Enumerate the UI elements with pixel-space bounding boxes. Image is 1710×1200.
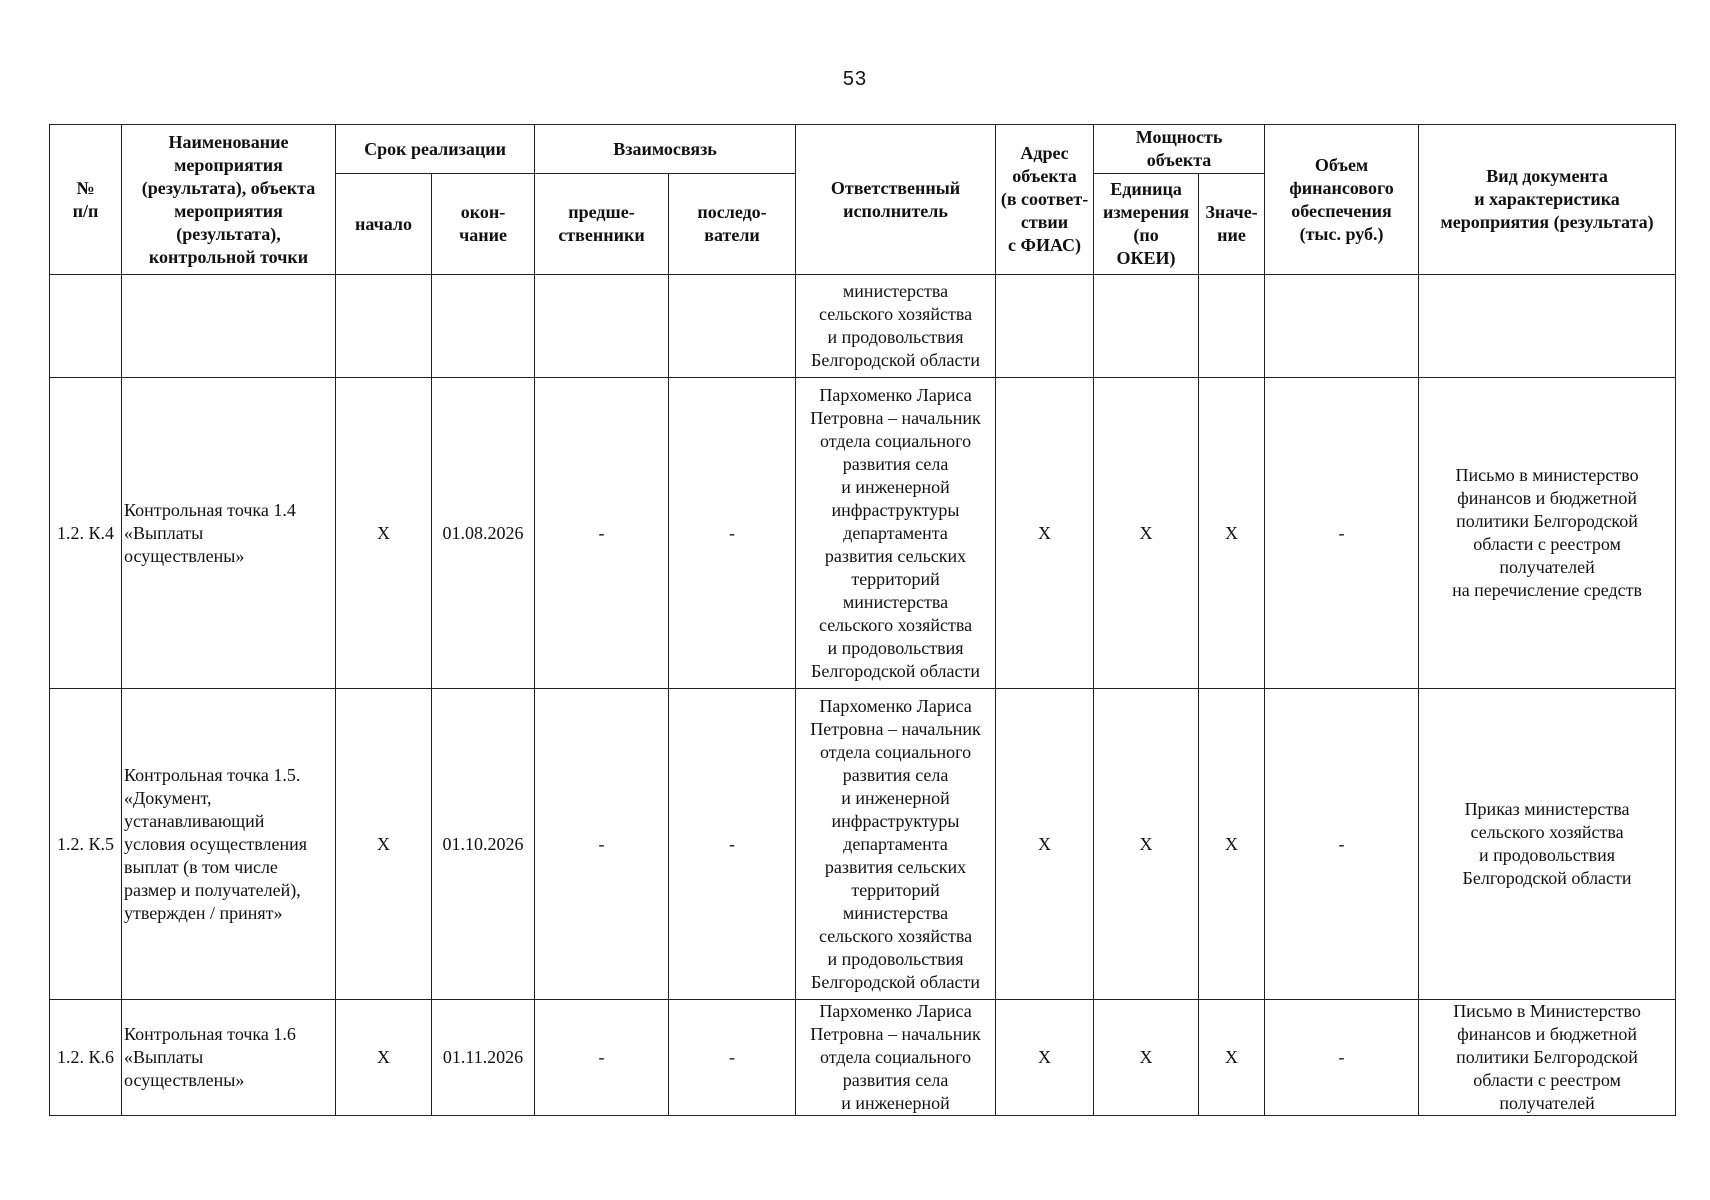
cell-finance bbox=[1265, 275, 1419, 378]
cell-num: 1.2. К.6 bbox=[50, 1000, 122, 1116]
table-body bbox=[50, 275, 1676, 1116]
cell-name: Контрольная точка 1.5. «Документ, устанавливающий условия осуществления выплат (в том числе размер и получателей), утвержден / принят» bbox=[122, 689, 336, 1000]
page-number: 53 bbox=[842, 68, 868, 90]
cell-next bbox=[669, 275, 796, 378]
cell-next: - bbox=[669, 378, 796, 689]
cell-address: X bbox=[996, 689, 1094, 1000]
cell-pred: - bbox=[535, 378, 669, 689]
cell-start: X bbox=[336, 378, 432, 689]
cell-pred bbox=[535, 275, 669, 378]
cell-finance: - bbox=[1265, 689, 1419, 1000]
cell-doc: Письмо в министерство финансов и бюджетной политики Белгородской области с реестром получателей на перечисление средств bbox=[1419, 378, 1676, 689]
header-relation-pred: предше- ственники bbox=[535, 174, 669, 275]
cell-unit: X bbox=[1094, 378, 1199, 689]
cell-address: X bbox=[996, 378, 1094, 689]
cell-responsible: Пархоменко Лариса Петровна – начальник отдела социального развития села и инженерной инфраструктуры департамента развития сельских территорий министерства сельского хозяйства и продовольствия Белгородской области bbox=[796, 378, 996, 689]
header-term-start: начало bbox=[336, 174, 432, 275]
header-address: Адрес объекта (в соответ- ствии с ФИАС) bbox=[996, 125, 1094, 275]
table-row bbox=[50, 378, 1676, 689]
header-term: Срок реализации bbox=[336, 125, 535, 174]
header-relation: Взаимосвязь bbox=[535, 125, 796, 174]
header-capacity-value: Значе- ние bbox=[1199, 174, 1265, 275]
cell-value: X bbox=[1199, 689, 1265, 1000]
table-row bbox=[50, 1000, 1676, 1116]
table-header bbox=[50, 125, 1676, 275]
cell-responsible: министерства сельского хозяйства и продовольствия Белгородской области bbox=[796, 275, 996, 378]
header-term-end: окон- чание bbox=[432, 174, 535, 275]
cell-doc: Письмо в Министерство финансов и бюджетной политики Белгородской области с реестром получателей bbox=[1419, 1000, 1676, 1116]
cell-next: - bbox=[669, 1000, 796, 1116]
header-doc-type: Вид документа и характеристика мероприятия (результата) bbox=[1419, 125, 1676, 275]
cell-address: X bbox=[996, 1000, 1094, 1116]
cell-unit: X bbox=[1094, 1000, 1199, 1116]
cell-num bbox=[50, 275, 122, 378]
cell-responsible: Пархоменко Лариса Петровна – начальник отдела социального развития села и инженерной инфраструктуры департамента развития сельских территорий министерства сельского хозяйства и продовольствия Белгородской области bbox=[796, 689, 996, 1000]
cell-pred: - bbox=[535, 689, 669, 1000]
cell-start bbox=[336, 275, 432, 378]
cell-num: 1.2. К.5 bbox=[50, 689, 122, 1000]
cell-start: X bbox=[336, 689, 432, 1000]
cell-next: - bbox=[669, 689, 796, 1000]
cell-value bbox=[1199, 275, 1265, 378]
cell-doc: Приказ министерства сельского хозяйства и продовольствия Белгородской области bbox=[1419, 689, 1676, 1000]
cell-finance: - bbox=[1265, 1000, 1419, 1116]
cell-address bbox=[996, 275, 1094, 378]
cell-value: X bbox=[1199, 1000, 1265, 1116]
cell-end: 01.10.2026 bbox=[432, 689, 535, 1000]
header-responsible: Ответственный исполнитель bbox=[796, 125, 996, 275]
cell-name bbox=[122, 275, 336, 378]
cell-doc bbox=[1419, 275, 1676, 378]
cell-name: Контрольная точка 1.4 «Выплаты осуществлены» bbox=[122, 378, 336, 689]
cell-end: 01.11.2026 bbox=[432, 1000, 535, 1116]
cell-value: X bbox=[1199, 378, 1265, 689]
header-relation-next: последо- ватели bbox=[669, 174, 796, 275]
header-finance: Объем финансового обеспечения (тыс. руб.) bbox=[1265, 125, 1419, 275]
table-row bbox=[50, 275, 1676, 378]
table-row bbox=[50, 689, 1676, 1000]
cell-name: Контрольная точка 1.6 «Выплаты осуществлены» bbox=[122, 1000, 336, 1116]
cell-end bbox=[432, 275, 535, 378]
cell-responsible: Пархоменко Лариса Петровна – начальник отдела социального развития села и инженерной bbox=[796, 1000, 996, 1116]
cell-start: X bbox=[336, 1000, 432, 1116]
header-num: № п/п bbox=[50, 125, 122, 275]
cell-unit: X bbox=[1094, 689, 1199, 1000]
cell-num: 1.2. К.4 bbox=[50, 378, 122, 689]
header-capacity-unit: Единица измерения (по ОКЕИ) bbox=[1094, 174, 1199, 275]
header-name: Наименование мероприятия (результата), объекта мероприятия (результата), контрольной точки bbox=[122, 125, 336, 275]
cell-end: 01.08.2026 bbox=[432, 378, 535, 689]
cell-unit bbox=[1094, 275, 1199, 378]
cell-finance: - bbox=[1265, 378, 1419, 689]
cell-pred: - bbox=[535, 1000, 669, 1116]
header-capacity: Мощность объекта bbox=[1094, 125, 1265, 174]
plan-table bbox=[49, 124, 1676, 1116]
